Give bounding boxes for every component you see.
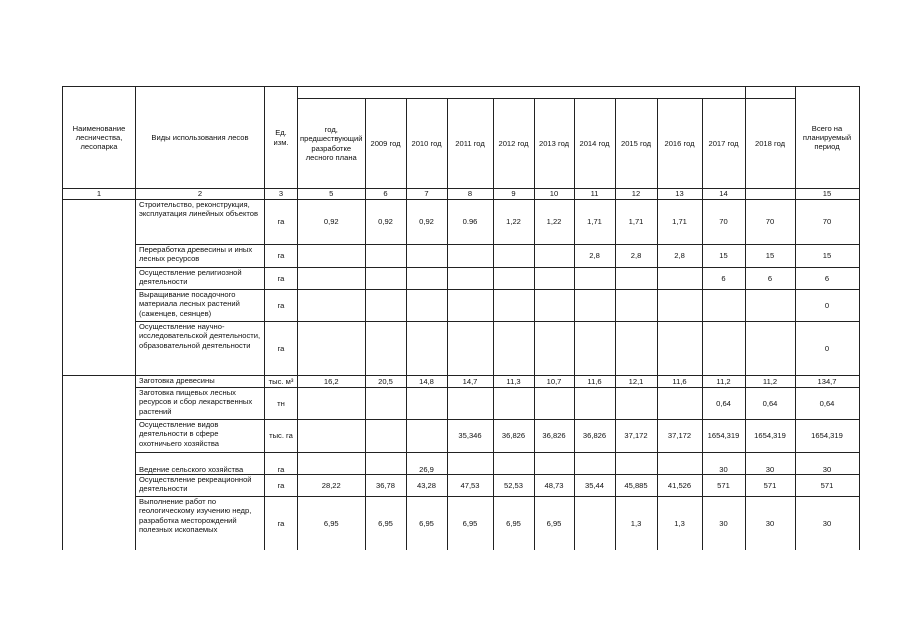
value-cell (615, 268, 657, 290)
value-cell: 0,64 (702, 388, 745, 420)
header-prev-year-cell: год, предшествующий разработке лесного плана (298, 99, 366, 189)
value-cell: 0,92 (365, 200, 406, 245)
value-cell: 30 (745, 453, 795, 475)
value-cell (365, 322, 406, 376)
value-cell: 43,28 (406, 475, 447, 497)
value-cell: 0,64 (745, 388, 795, 420)
value-cell: 6,95 (365, 497, 406, 550)
value-cell: 70 (702, 200, 745, 245)
value-cell (574, 322, 615, 376)
value-cell (298, 453, 366, 475)
value-cell: 16,2 (298, 376, 366, 388)
value-cell: 70 (795, 200, 859, 245)
value-cell (534, 453, 574, 475)
table-row (63, 497, 860, 550)
value-cell (447, 245, 493, 268)
value-cell (745, 322, 795, 376)
value-cell: 30 (702, 497, 745, 550)
col-number: 2 (136, 189, 265, 200)
value-cell: 45,885 (615, 475, 657, 497)
value-cell (406, 268, 447, 290)
table-row (63, 376, 860, 388)
use-type-cell: Заготовка древесины (136, 376, 265, 388)
value-cell (534, 388, 574, 420)
col-number: 11 (574, 189, 615, 200)
table-row (63, 322, 860, 376)
value-cell: 0,92 (298, 200, 366, 245)
value-cell: 15 (795, 245, 859, 268)
value-cell (615, 322, 657, 376)
header-span-cell (298, 87, 746, 99)
value-cell (534, 245, 574, 268)
unit-cell: га (265, 245, 298, 268)
value-cell (615, 388, 657, 420)
value-cell (493, 453, 534, 475)
use-type-cell: Осуществление научно-исследовательской деятельности, образовательной деятельности (136, 322, 265, 376)
unit-cell: тн (265, 388, 298, 420)
value-cell: 36,826 (574, 420, 615, 453)
value-cell: 14,7 (447, 376, 493, 388)
value-cell: 30 (702, 453, 745, 475)
value-cell (298, 268, 366, 290)
value-cell (574, 268, 615, 290)
value-cell: 28,22 (298, 475, 366, 497)
forest-use-table (62, 86, 860, 550)
use-type-cell: Осуществление видов деятельности в сфере охотничьего хозяйства (136, 420, 265, 453)
value-cell: 6 (745, 268, 795, 290)
unit-cell: га (265, 322, 298, 376)
table-row (63, 475, 860, 497)
unit-cell: га (265, 497, 298, 550)
header-total-cell: Всего на планируемый период (795, 87, 859, 189)
col-number: 6 (365, 189, 406, 200)
unit-cell: га (265, 268, 298, 290)
value-cell (406, 290, 447, 322)
value-cell: 37,172 (615, 420, 657, 453)
value-cell: 20,5 (365, 376, 406, 388)
unit-cell: тыс. га (265, 420, 298, 453)
use-type-cell: Строительство, реконструкция, эксплуатация линейных объектов (136, 200, 265, 245)
table-row (63, 453, 860, 475)
value-cell: 15 (745, 245, 795, 268)
col-number: 13 (657, 189, 702, 200)
header-top-band (63, 87, 860, 99)
header-type-cell: Виды использования лесов (136, 87, 265, 189)
value-cell (365, 453, 406, 475)
value-cell (657, 453, 702, 475)
value-cell: 35,44 (574, 475, 615, 497)
value-cell: 1,22 (493, 200, 534, 245)
value-cell (534, 322, 574, 376)
value-cell (365, 245, 406, 268)
value-cell: 30 (745, 497, 795, 550)
value-cell: 36,826 (534, 420, 574, 453)
value-cell: 12,1 (615, 376, 657, 388)
value-cell: 6 (702, 268, 745, 290)
value-cell: 6 (795, 268, 859, 290)
header-year: 2017 год (702, 99, 745, 189)
use-type-cell: Осуществление религиозной деятельности (136, 268, 265, 290)
value-cell: 11,2 (745, 376, 795, 388)
header-unit-cell: Ед. изм. (265, 87, 298, 189)
header-year: 2012 год (493, 99, 534, 189)
unit-cell: га (265, 290, 298, 322)
header-name-cell: Наименование лесничества, лесопарка (63, 87, 136, 189)
unit-cell: га (265, 475, 298, 497)
header-year: 2018 год (745, 99, 795, 189)
value-cell (406, 420, 447, 453)
unit-cell: тыс. м³ (265, 376, 298, 388)
value-cell (657, 290, 702, 322)
value-cell (493, 322, 534, 376)
value-cell: 30 (795, 453, 859, 475)
value-cell: 571 (702, 475, 745, 497)
col-number: 15 (795, 189, 859, 200)
col-number: 5 (298, 189, 366, 200)
value-cell (298, 290, 366, 322)
table-row (63, 245, 860, 268)
value-cell: 30 (795, 497, 859, 550)
value-cell (406, 388, 447, 420)
use-type-cell: Переработка древесины и иных лесных ресурсов (136, 245, 265, 268)
value-cell (657, 388, 702, 420)
value-cell: 571 (745, 475, 795, 497)
col-number: 12 (615, 189, 657, 200)
value-cell (365, 290, 406, 322)
value-cell: 26,9 (406, 453, 447, 475)
value-cell: 2,8 (615, 245, 657, 268)
table-row (63, 388, 860, 420)
value-cell (365, 268, 406, 290)
value-cell (657, 268, 702, 290)
value-cell: 0 (795, 322, 859, 376)
value-cell: 6,95 (447, 497, 493, 550)
table-row (63, 420, 860, 453)
value-cell (447, 268, 493, 290)
header-year: 2013 год (534, 99, 574, 189)
header-span-cell-2018 (745, 87, 795, 99)
value-cell: 35,346 (447, 420, 493, 453)
value-cell (534, 290, 574, 322)
value-cell: 14,8 (406, 376, 447, 388)
value-cell (447, 453, 493, 475)
value-cell (406, 322, 447, 376)
value-cell: 36,826 (493, 420, 534, 453)
value-cell: 1,71 (615, 200, 657, 245)
value-cell (745, 290, 795, 322)
value-cell (365, 388, 406, 420)
value-cell (447, 322, 493, 376)
value-cell: 1,71 (574, 200, 615, 245)
forestry-name-cell (63, 200, 136, 376)
col-number: 10 (534, 189, 574, 200)
value-cell: 11,2 (702, 376, 745, 388)
value-cell (365, 420, 406, 453)
column-number-row (63, 189, 860, 200)
col-number: 7 (406, 189, 447, 200)
value-cell: 11,6 (574, 376, 615, 388)
col-number: 14 (702, 189, 745, 200)
value-cell: 36,78 (365, 475, 406, 497)
value-cell (298, 322, 366, 376)
value-cell (493, 245, 534, 268)
value-cell: 70 (745, 200, 795, 245)
value-cell (702, 290, 745, 322)
value-cell: 1654,319 (745, 420, 795, 453)
value-cell: 15 (702, 245, 745, 268)
value-cell: 1654,319 (702, 420, 745, 453)
value-cell: 6,95 (406, 497, 447, 550)
value-cell: 1654,319 (795, 420, 859, 453)
value-cell (447, 388, 493, 420)
table-row (63, 268, 860, 290)
header-year: 2016 год (657, 99, 702, 189)
value-cell (574, 453, 615, 475)
value-cell (406, 245, 447, 268)
value-cell: 0,64 (795, 388, 859, 420)
table-row (63, 290, 860, 322)
value-cell (298, 388, 366, 420)
value-cell: 0.96 (447, 200, 493, 245)
unit-cell: га (265, 200, 298, 245)
value-cell (447, 290, 493, 322)
value-cell (574, 388, 615, 420)
use-type-cell: Заготовка пищевых лесных ресурсов и сбор лекарственных растений (136, 388, 265, 420)
value-cell: 11,6 (657, 376, 702, 388)
value-cell (493, 268, 534, 290)
use-type-cell: Выращивание посадочного материала лесных растений (саженцев, сеянцев) (136, 290, 265, 322)
value-cell: 0 (795, 290, 859, 322)
header-year: 2015 год (615, 99, 657, 189)
value-cell: 6,95 (298, 497, 366, 550)
value-cell: 1,3 (657, 497, 702, 550)
value-cell: 571 (795, 475, 859, 497)
value-cell: 134,7 (795, 376, 859, 388)
use-type-cell: Осуществление рекреационной деятельности (136, 475, 265, 497)
header-year: 2014 год (574, 99, 615, 189)
value-cell: 10,7 (534, 376, 574, 388)
col-number (745, 189, 795, 200)
value-cell: 48,73 (534, 475, 574, 497)
col-number: 1 (63, 189, 136, 200)
header-year: 2009 год (365, 99, 406, 189)
value-cell (493, 388, 534, 420)
value-cell: 1,22 (534, 200, 574, 245)
value-cell: 2,8 (574, 245, 615, 268)
use-type-cell: Ведение сельского хозяйства (136, 453, 265, 475)
value-cell (298, 420, 366, 453)
value-cell: 37,172 (657, 420, 702, 453)
value-cell: 1,3 (615, 497, 657, 550)
value-cell (534, 268, 574, 290)
value-cell (574, 290, 615, 322)
value-cell (298, 245, 366, 268)
use-type-cell: Выполнение работ по геологическому изучению недр, разработка месторождений полезных ископаемых (136, 497, 265, 550)
value-cell: 0,92 (406, 200, 447, 245)
value-cell (657, 322, 702, 376)
value-cell (702, 322, 745, 376)
col-number: 9 (493, 189, 534, 200)
value-cell (615, 290, 657, 322)
value-cell: 2,8 (657, 245, 702, 268)
value-cell: 47,53 (447, 475, 493, 497)
value-cell: 41,526 (657, 475, 702, 497)
col-number: 8 (447, 189, 493, 200)
header-year: 2010 год (406, 99, 447, 189)
value-cell (615, 453, 657, 475)
value-cell: 6,95 (493, 497, 534, 550)
value-cell: 52,53 (493, 475, 534, 497)
value-cell (574, 497, 615, 550)
value-cell: 1,71 (657, 200, 702, 245)
value-cell: 6,95 (534, 497, 574, 550)
col-number: 3 (265, 189, 298, 200)
table-row (63, 200, 860, 245)
unit-cell: га (265, 453, 298, 475)
header-year: 2011 год (447, 99, 493, 189)
value-cell: 11,3 (493, 376, 534, 388)
value-cell (493, 290, 534, 322)
forestry-name-cell (63, 376, 136, 550)
